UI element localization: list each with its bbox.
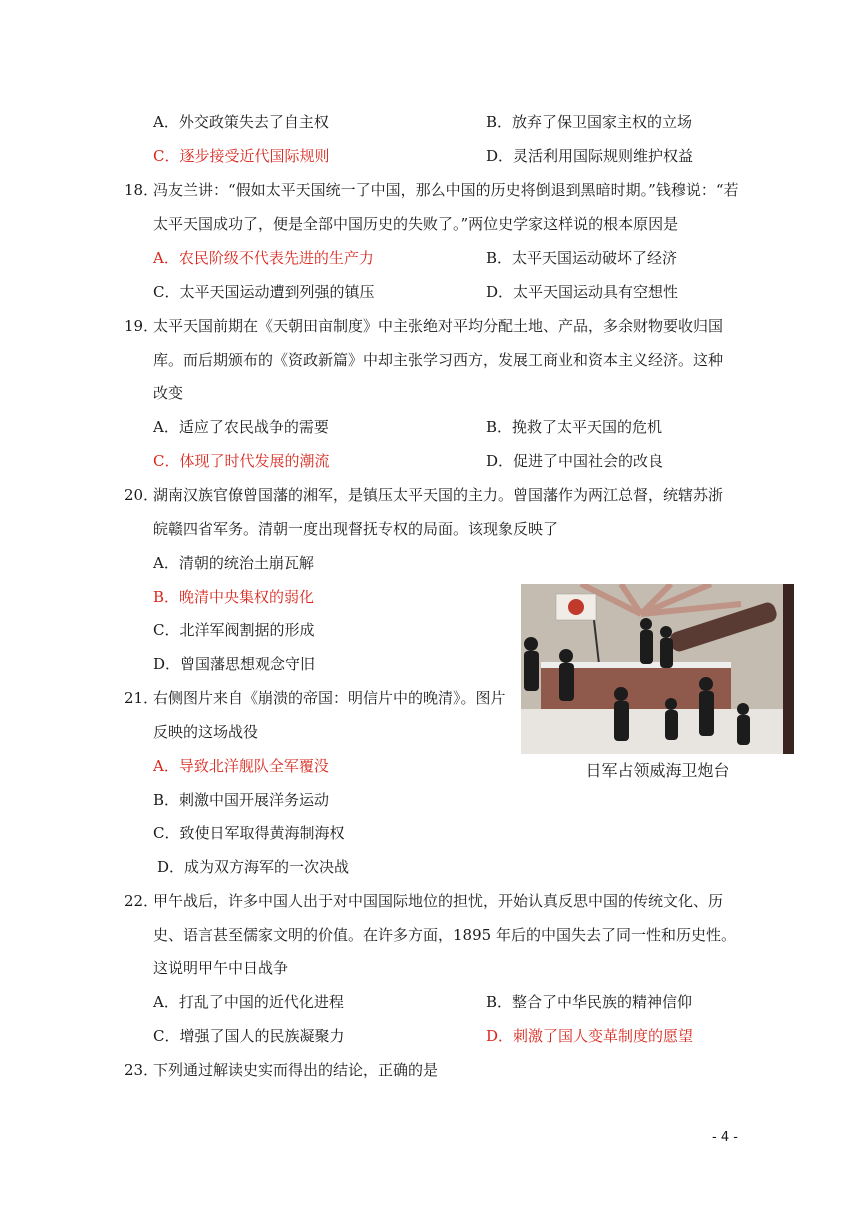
q19-stem-line1: 太平天国前期在《天朝田亩制度》中主张绝对平均分配土地、产品，多余财物要收归国 [153, 317, 724, 335]
page-number: - 4 - [712, 1130, 738, 1145]
q17-option-c: C．逐步接受近代国际规则 [153, 147, 330, 165]
q18-option-b: B．太平天国运动破坏了经济 [486, 249, 678, 267]
q20-number: 20． [124, 486, 159, 504]
q23-number: 23． [124, 1061, 159, 1079]
q21-option-d: D．成为双方海军的一次决战 [157, 858, 350, 876]
q23-stem-line1: 下列通过解读史实而得出的结论，正确的是 [153, 1061, 439, 1079]
q18-stem-line2: 太平天国成功了，便是全部中国历史的失败了。”两位史学家这样说的根本原因是 [153, 215, 679, 233]
q18-stem-line1: 冯友兰讲：“假如太平天国统一了中国，那么中国的历史将倒退到黑暗时期。”钱穆说：“若 [153, 181, 739, 199]
q17-option-d: D．灵活利用国际规则维护权益 [486, 147, 694, 165]
q19-option-d: D．促进了中国社会的改良 [486, 452, 664, 470]
q17-option-a: A．外交政策失去了自主权 [153, 113, 329, 131]
q17-option-b: B．放弃了保卫国家主权的立场 [486, 113, 693, 131]
q21-option-a: A．导致北洋舰队全军覆没 [153, 757, 329, 775]
q22-number: 22． [124, 892, 159, 910]
battle-scene-illustration [521, 584, 794, 754]
image-caption: 日军占领威海卫炮台 [585, 761, 730, 780]
q22-option-d: D．刺激了国人变革制度的愿望 [486, 1027, 694, 1045]
q20-stem-line2: 皖赣四省军务。清朝一度出现督抚专权的局面。该现象反映了 [153, 520, 559, 538]
q20-stem-line1: 湖南汉族官僚曾国藩的湘军，是镇压太平天国的主力。曾国藩作为两江总督，统辖苏浙 [153, 486, 724, 504]
q19-option-a: A．适应了农民战争的需要 [153, 418, 329, 436]
q18-option-c: C．太平天国运动遭到列强的镇压 [153, 283, 375, 301]
q20-option-c: C．北洋军阀割据的形成 [153, 621, 315, 639]
q22-stem-line1: 甲午战后，许多中国人出于对中国国际地位的担忧，开始认真反思中国的传统文化、历 [153, 892, 724, 910]
q21-stem-line1: 右侧图片来自《崩溃的帝国：明信片中的晚清》。图片 [153, 689, 506, 707]
q18-number: 18． [124, 181, 159, 199]
q20-option-b: B．晚清中央集权的弱化 [153, 588, 315, 606]
q20-option-d: D．曾国藩思想观念守旧 [153, 655, 316, 673]
q19-option-c: C．体现了时代发展的潮流 [153, 452, 330, 470]
q22-stem-line3: 这说明甲午中日战争 [153, 959, 289, 977]
q22-option-c: C．增强了国人的民族凝聚力 [153, 1027, 345, 1045]
q21-option-c: C．致使日军取得黄海制海权 [153, 824, 345, 842]
q20-option-a: A．清朝的统治土崩瓦解 [153, 554, 314, 572]
q19-option-b: B．挽救了太平天国的危机 [486, 418, 663, 436]
q18-option-d: D．太平天国运动具有空想性 [486, 283, 679, 301]
q22-stem-line2: 史、语言甚至儒家文明的价值。在许多方面，1895 年后的中国失去了同一性和历史性。 [153, 926, 736, 944]
q21-option-b: B．刺激中国开展洋务运动 [153, 791, 330, 809]
q22-option-a: A．打乱了中国的近代化进程 [153, 993, 344, 1011]
q18-option-a: A．农民阶级不代表先进的生产力 [153, 249, 374, 267]
q19-stem-line3: 改变 [153, 384, 184, 402]
q21-stem-line2: 反映的这场战役 [153, 723, 259, 741]
q21-number: 21． [124, 689, 159, 707]
battle-postcard-image [521, 584, 794, 754]
q22-option-b: B．整合了中华民族的精神信仰 [486, 993, 693, 1011]
q19-number: 19． [124, 317, 159, 335]
q19-stem-line2: 库。而后期颁布的《资政新篇》中却主张学习西方，发展工商业和资本主义经济。这种 [153, 351, 724, 369]
